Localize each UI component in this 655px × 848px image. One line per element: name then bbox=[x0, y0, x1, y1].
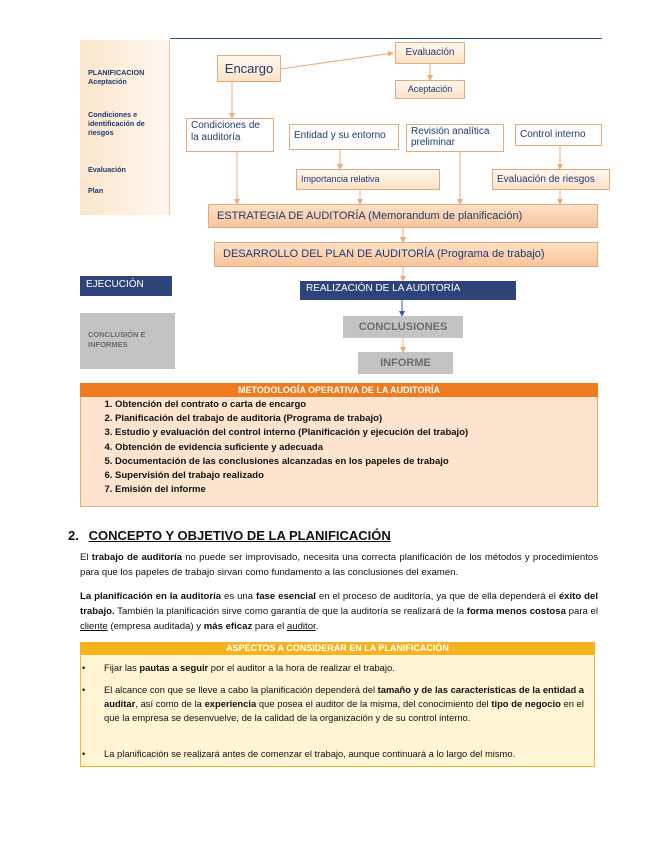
box-evaluacion-riesgos: Evaluación de riesgos bbox=[492, 169, 610, 190]
text-bold: más eficaz bbox=[203, 621, 253, 632]
text-bold: forma menos costosa bbox=[466, 606, 566, 617]
text-bold: pautas a seguir bbox=[139, 662, 209, 673]
label-conclusion-informes: CONCLUSIÓN E INFORMES bbox=[80, 313, 175, 369]
text-underlined: cliente bbox=[80, 621, 108, 632]
bullet-item bbox=[82, 747, 584, 761]
label-plan: Plan bbox=[88, 186, 104, 195]
label-aceptacion: Aceptación bbox=[88, 77, 127, 86]
text: es una bbox=[221, 591, 256, 602]
text: (empresa auditada) y bbox=[107, 621, 204, 632]
box-revision: Revisión analítica preliminar bbox=[406, 124, 504, 152]
section-number: 2. bbox=[68, 528, 79, 543]
methodology-item: 6. Supervisión del trabajo realizado bbox=[115, 469, 468, 483]
methodology-item: 3. Estudio y evaluación del control interno (Planificación y ejecución del trabajo) bbox=[115, 426, 468, 440]
text: La planificación se realizará antes de comenzar el trabajo, aunque continuará a lo largo del mismo. bbox=[104, 748, 516, 759]
section-title: CONCEPTO Y OBJETIVO DE LA PLANIFICACIÓN bbox=[88, 528, 391, 543]
methodology-item: 4. Obtención de evidencia suficiente y adecuada bbox=[115, 441, 468, 455]
text: El alcance con que se lleve a cabo la planificación dependerá del bbox=[104, 684, 378, 695]
box-aceptacion: Aceptación bbox=[395, 80, 465, 99]
text: . bbox=[315, 621, 319, 632]
methodology-item: 7. Emisión del informe bbox=[115, 483, 468, 497]
text: También la planificación sirve como garantía de que la auditoría se realizará de la bbox=[114, 606, 467, 617]
text: por el auditor a la hora de realizar el trabajo. bbox=[208, 662, 395, 673]
bullet-item bbox=[82, 661, 584, 675]
box-entidad: Entidad y su entorno bbox=[289, 124, 399, 150]
paragraph-1 bbox=[80, 550, 598, 580]
text-bold: experiencia bbox=[204, 698, 257, 709]
bullet-item bbox=[82, 683, 584, 725]
box-encargo: Encargo bbox=[217, 55, 281, 82]
methodology-item: 2. Planificación del trabajo de auditoría (Programa de trabajo) bbox=[115, 412, 468, 426]
box-evaluacion: Evaluación bbox=[395, 42, 465, 64]
box-control-interno: Control interno bbox=[515, 124, 602, 146]
text: Fijar las bbox=[104, 662, 140, 673]
box-estrategia: ESTRATEGIA DE AUDITORÍA (Memorandum de planificación) bbox=[208, 204, 598, 228]
text: que posea el auditor de la misma, del conocimiento del bbox=[256, 698, 492, 709]
box-informe: INFORME bbox=[358, 352, 453, 374]
label-evaluacion: Evaluación bbox=[88, 165, 126, 174]
bullet-icon: • bbox=[82, 662, 86, 673]
text: en el proceso de auditoría, ya que de ella dependerá el bbox=[315, 591, 559, 602]
methodology-item: 5. Documentación de las conclusiones alcanzadas en los papeles de trabajo bbox=[115, 455, 468, 469]
text: no puede ser improvisado, necesita una correcta planificación de los métodos y procedimientos para que los papeles de trabajo sirvan como fundamento a las conclusiones del examen. bbox=[80, 552, 598, 578]
box-importancia: Importancia relativa bbox=[296, 169, 440, 190]
text-bold: trabajo de auditoría bbox=[91, 552, 182, 563]
text: , así como de la bbox=[135, 698, 205, 709]
label-condiciones: Condiciones e identificación de riesgos bbox=[88, 110, 145, 137]
text: para el bbox=[252, 621, 287, 632]
bullet-icon: • bbox=[82, 748, 86, 759]
methodology-title: METODOLOGÍA OPERATIVA DE LA AUDITORÍA bbox=[80, 383, 598, 397]
box-realizacion: REALIZACIÓN DE LA AUDITORÍA bbox=[300, 281, 516, 300]
box-condiciones: Condiciones de la auditoría bbox=[186, 118, 274, 152]
text-bold: La planificación en la auditoría bbox=[80, 591, 222, 602]
label-ejecucion: EJECUCIÓN bbox=[80, 276, 172, 296]
methodology-item: 1. Obtención del contrato o carta de encargo bbox=[115, 398, 468, 412]
paragraph-2 bbox=[80, 589, 598, 634]
considerations-box bbox=[80, 642, 595, 767]
text-bold: fase esencial bbox=[256, 591, 316, 602]
section-heading bbox=[68, 528, 391, 543]
label-planificacion: PLANIFICACION bbox=[88, 68, 145, 77]
methodology-box bbox=[80, 383, 598, 507]
bullet-icon: • bbox=[82, 684, 86, 695]
box-conclusiones: CONCLUSIONES bbox=[343, 316, 463, 338]
text-underlined: auditor bbox=[286, 621, 316, 632]
text-bold: éxito del trabajo. bbox=[80, 591, 598, 617]
text: en el que la empresa se desenvuelve, de la calidad de la organización y de su control interno. bbox=[104, 698, 584, 723]
text-bold: tamaño y de las características de la entidad a auditar bbox=[104, 684, 584, 709]
methodology-list bbox=[99, 398, 468, 497]
text-bold: tipo de negocio bbox=[491, 698, 561, 709]
box-desarrollo: DESARROLLO DEL PLAN DE AUDITORÍA (Programa de trabajo) bbox=[214, 242, 598, 267]
text: para el bbox=[565, 606, 599, 617]
text: El bbox=[80, 552, 92, 563]
considerations-title: ASPECTOS A CONSIDERAR EN LA PLANIFICACIÓN bbox=[80, 642, 595, 655]
